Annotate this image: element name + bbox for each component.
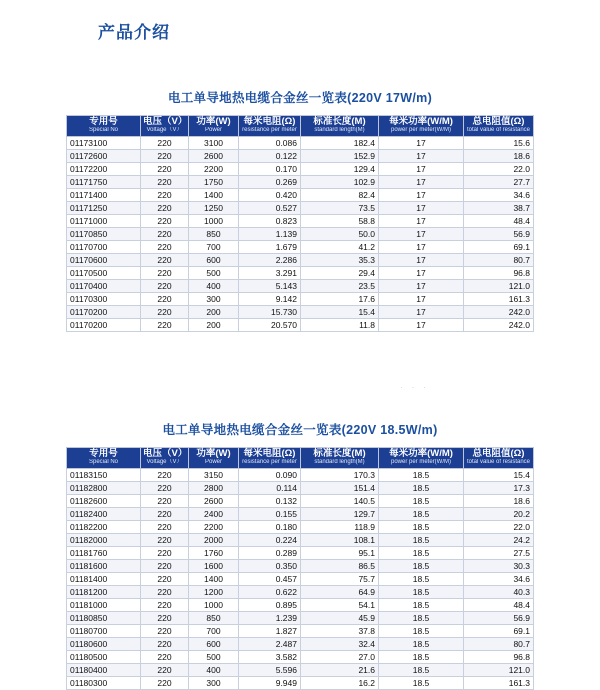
table-cell: 700 xyxy=(189,624,239,637)
table-cell: 220 xyxy=(141,266,189,279)
table-cell: 1600 xyxy=(189,559,239,572)
table-cell: 600 xyxy=(189,637,239,650)
table-cell: 220 xyxy=(141,214,189,227)
table-row xyxy=(67,175,534,188)
table-row xyxy=(67,598,534,611)
table-cell: 48.4 xyxy=(464,598,534,611)
table-cell: 96.8 xyxy=(464,650,534,663)
table-cell: 01181000 xyxy=(67,598,141,611)
table-cell: 01170700 xyxy=(67,240,141,253)
table-cell: 82.4 xyxy=(301,188,379,201)
table-cell: 18.5 xyxy=(379,572,464,585)
table-cell: 182.4 xyxy=(301,136,379,149)
table-cell: 0.122 xyxy=(239,149,301,162)
table-header xyxy=(67,448,534,469)
table-cell: 01181200 xyxy=(67,585,141,598)
table-cell: 1400 xyxy=(189,188,239,201)
table-cell: 2400 xyxy=(189,507,239,520)
table-cell: 121.0 xyxy=(464,279,534,292)
table-cell: 118.9 xyxy=(301,520,379,533)
table-cell: 18.6 xyxy=(464,494,534,507)
table-cell: 01171400 xyxy=(67,188,141,201)
table-cell: 242.0 xyxy=(464,305,534,318)
table-cell: 01170300 xyxy=(67,292,141,305)
table-cell: 01180400 xyxy=(67,663,141,676)
table-cell: 18.5 xyxy=(379,494,464,507)
table-cell: 220 xyxy=(141,572,189,585)
table-cell: 80.7 xyxy=(464,637,534,650)
table-row xyxy=(67,546,534,559)
table-cell: 220 xyxy=(141,188,189,201)
table-cell: 01171250 xyxy=(67,201,141,214)
table-cell: 108.1 xyxy=(301,533,379,546)
table-cell: 17 xyxy=(379,227,464,240)
column-header-voltage: 电压（V） Voltage（V） xyxy=(141,116,189,137)
table-cell: 22.0 xyxy=(464,520,534,533)
table-cell: 18.5 xyxy=(379,585,464,598)
table-cell: 3150 xyxy=(189,468,239,481)
table-cell: 220 xyxy=(141,624,189,637)
table-row xyxy=(67,676,534,689)
table-cell: 600 xyxy=(189,253,239,266)
table-cell: 1400 xyxy=(189,572,239,585)
table-cell: 220 xyxy=(141,533,189,546)
table-row xyxy=(67,162,534,175)
table-row xyxy=(67,663,534,676)
table-row xyxy=(67,279,534,292)
table-cell: 242.0 xyxy=(464,318,534,331)
table-cell: 220 xyxy=(141,136,189,149)
table-row xyxy=(67,572,534,585)
table-cell: 38.7 xyxy=(464,201,534,214)
table-cell: 18.5 xyxy=(379,507,464,520)
table-cell: 2800 xyxy=(189,481,239,494)
table-cell: 17 xyxy=(379,175,464,188)
column-header-total-resistance: 总电阻值(Ω) total value of resistance xyxy=(464,116,534,137)
column-header-total-resistance: 总电阻值(Ω) total value of resistance xyxy=(464,448,534,469)
table-cell: 1.679 xyxy=(239,240,301,253)
table-cell: 11.8 xyxy=(301,318,379,331)
table-cell: 17 xyxy=(379,240,464,253)
table-cell: 17 xyxy=(379,279,464,292)
table-cell: 161.3 xyxy=(464,292,534,305)
table-cell: 64.9 xyxy=(301,585,379,598)
table-cell: 220 xyxy=(141,253,189,266)
column-header-voltage: 电压（V） Voltage（V） xyxy=(141,448,189,469)
table-cell: 200 xyxy=(189,305,239,318)
table-cell: 220 xyxy=(141,637,189,650)
table-cell: 129.4 xyxy=(301,162,379,175)
table-cell: 0.180 xyxy=(239,520,301,533)
table-cell: 01182000 xyxy=(67,533,141,546)
table-cell: 41.2 xyxy=(301,240,379,253)
table-cell: 01180300 xyxy=(67,676,141,689)
column-header-standard-length: 标准长度(M) standard length(M) xyxy=(301,448,379,469)
table-cell: 0.622 xyxy=(239,585,301,598)
table-cell: 50.0 xyxy=(301,227,379,240)
table-cell: 220 xyxy=(141,201,189,214)
table-cell: 2200 xyxy=(189,520,239,533)
table-cell: 01181760 xyxy=(67,546,141,559)
table-cell: 300 xyxy=(189,292,239,305)
table-cell: 17 xyxy=(379,266,464,279)
table-cell: 18.5 xyxy=(379,637,464,650)
table-cell: 220 xyxy=(141,175,189,188)
table-cell: 0.224 xyxy=(239,533,301,546)
table-cell: 17 xyxy=(379,253,464,266)
table-cell: 220 xyxy=(141,585,189,598)
table-cell: 3.582 xyxy=(239,650,301,663)
table-row xyxy=(67,520,534,533)
table-cell: 2.286 xyxy=(239,253,301,266)
table-cell: 5.596 xyxy=(239,663,301,676)
table-row xyxy=(67,637,534,650)
table-row xyxy=(67,149,534,162)
table-cell: 0.269 xyxy=(239,175,301,188)
table-cell: 30.3 xyxy=(464,559,534,572)
table-cell: 56.9 xyxy=(464,611,534,624)
table-cell: 121.0 xyxy=(464,663,534,676)
table-cell: 500 xyxy=(189,266,239,279)
table-cell: 220 xyxy=(141,162,189,175)
table-cell: 2000 xyxy=(189,533,239,546)
page-title: 产品介绍 xyxy=(98,23,170,42)
column-header-resistance-per-meter: 每米电阻(Ω) resistance per meter xyxy=(239,448,301,469)
column-header-resistance-per-meter: 每米电阻(Ω) resistance per meter xyxy=(239,116,301,137)
table-row xyxy=(67,266,534,279)
table-cell: 1250 xyxy=(189,201,239,214)
table-cell: 200 xyxy=(189,318,239,331)
table-cell: 0.457 xyxy=(239,572,301,585)
table-cell: 170.3 xyxy=(301,468,379,481)
table-cell: 220 xyxy=(141,546,189,559)
table-cell: 1760 xyxy=(189,546,239,559)
table-section-17w xyxy=(0,88,600,332)
table-cell: 151.4 xyxy=(301,481,379,494)
table-cell: 35.3 xyxy=(301,253,379,266)
table-cell: 850 xyxy=(189,611,239,624)
table-cell: 220 xyxy=(141,598,189,611)
table-row xyxy=(67,533,534,546)
table-title: 电工单导地热电缆合金丝一览表(220V 17W/m) xyxy=(167,91,433,105)
table-cell: 220 xyxy=(141,318,189,331)
table-cell: 220 xyxy=(141,494,189,507)
table-row xyxy=(67,559,534,572)
table-cell: 16.2 xyxy=(301,676,379,689)
alloy-wire-table-18-5w xyxy=(66,447,534,690)
column-header-power: 功率(W) Power xyxy=(189,116,239,137)
table-cell: 3100 xyxy=(189,136,239,149)
table-cell: 220 xyxy=(141,650,189,663)
table-cell: 2.487 xyxy=(239,637,301,650)
table-cell: 15.4 xyxy=(301,305,379,318)
table-cell: 17 xyxy=(379,214,464,227)
table-cell: 22.0 xyxy=(464,162,534,175)
table-cell: 400 xyxy=(189,663,239,676)
table-cell: 01182200 xyxy=(67,520,141,533)
table-cell: 18.5 xyxy=(379,611,464,624)
table-cell: 0.090 xyxy=(239,468,301,481)
table-cell: 17 xyxy=(379,201,464,214)
table-cell: 220 xyxy=(141,481,189,494)
table-cell: 56.9 xyxy=(464,227,534,240)
table-cell: 220 xyxy=(141,149,189,162)
table-cell: 95.1 xyxy=(301,546,379,559)
alloy-wire-table-17w xyxy=(66,115,534,332)
table-cell: 1000 xyxy=(189,598,239,611)
table-cell: 01173100 xyxy=(67,136,141,149)
table-cell: 220 xyxy=(141,279,189,292)
table-cell: 01172600 xyxy=(67,149,141,162)
column-header-special-no: 专用号 Special No xyxy=(67,116,141,137)
table-cell: 18.5 xyxy=(379,650,464,663)
table-row xyxy=(67,585,534,598)
table-cell: 0.132 xyxy=(239,494,301,507)
table-row xyxy=(67,253,534,266)
table-cell: 700 xyxy=(189,240,239,253)
table-cell: 01181400 xyxy=(67,572,141,585)
table-cell: 18.5 xyxy=(379,676,464,689)
table-cell: 01182400 xyxy=(67,507,141,520)
table-cell: 17 xyxy=(379,149,464,162)
table-cell: 17 xyxy=(379,305,464,318)
table-cell: 34.6 xyxy=(464,572,534,585)
table-cell: 161.3 xyxy=(464,676,534,689)
table-cell: 27.7 xyxy=(464,175,534,188)
table-cell: 15.6 xyxy=(464,136,534,149)
table-cell: 37.8 xyxy=(301,624,379,637)
table-cell: 01170850 xyxy=(67,227,141,240)
table-row xyxy=(67,318,534,331)
table-cell: 01172200 xyxy=(67,162,141,175)
table-cell: 0.420 xyxy=(239,188,301,201)
table-cell: 01170400 xyxy=(67,279,141,292)
table-title: 电工单导地热电缆合金丝一览表(220V 18.5W/m) xyxy=(162,423,438,437)
column-header-special-no: 专用号 Special No xyxy=(67,448,141,469)
table-cell: 220 xyxy=(141,240,189,253)
table-cell: 18.5 xyxy=(379,598,464,611)
table-row xyxy=(67,214,534,227)
table-cell: 18.5 xyxy=(379,546,464,559)
column-header-power-per-meter: 每米功率(W/M) power per meter(W/M) xyxy=(379,116,464,137)
table-cell: 01170600 xyxy=(67,253,141,266)
table-cell: 500 xyxy=(189,650,239,663)
table-row xyxy=(67,136,534,149)
table-row xyxy=(67,624,534,637)
table-cell: 220 xyxy=(141,676,189,689)
table-cell: 01170200 xyxy=(67,305,141,318)
table-row xyxy=(67,507,534,520)
table-cell: 15.4 xyxy=(464,468,534,481)
table-cell: 0.350 xyxy=(239,559,301,572)
table-body-17w xyxy=(67,136,534,331)
table-cell: 01180700 xyxy=(67,624,141,637)
table-cell: 5.143 xyxy=(239,279,301,292)
table-cell: 34.6 xyxy=(464,188,534,201)
faint-watermark: · · · xyxy=(400,382,429,392)
table-cell: 17.6 xyxy=(301,292,379,305)
table-cell: 220 xyxy=(141,611,189,624)
table-cell: 220 xyxy=(141,663,189,676)
table-cell: 58.8 xyxy=(301,214,379,227)
table-cell: 23.5 xyxy=(301,279,379,292)
table-cell: 1.827 xyxy=(239,624,301,637)
column-header-standard-length: 标准长度(M) standard length(M) xyxy=(301,116,379,137)
table-cell: 0.155 xyxy=(239,507,301,520)
table-cell: 17 xyxy=(379,292,464,305)
table-cell: 152.9 xyxy=(301,149,379,162)
table-cell: 0.170 xyxy=(239,162,301,175)
table-row xyxy=(67,611,534,624)
table-row xyxy=(67,227,534,240)
table-cell: 2200 xyxy=(189,162,239,175)
table-cell: 29.4 xyxy=(301,266,379,279)
table-cell: 01182600 xyxy=(67,494,141,507)
table-cell: 69.1 xyxy=(464,240,534,253)
table-cell: 0.823 xyxy=(239,214,301,227)
table-cell: 96.8 xyxy=(464,266,534,279)
table-cell: 75.7 xyxy=(301,572,379,585)
table-cell: 1200 xyxy=(189,585,239,598)
table-header xyxy=(67,116,534,137)
table-row xyxy=(67,240,534,253)
column-header-power: 功率(W) Power xyxy=(189,448,239,469)
table-cell: 48.4 xyxy=(464,214,534,227)
table-cell: 9.949 xyxy=(239,676,301,689)
table-cell: 300 xyxy=(189,676,239,689)
table-cell: 220 xyxy=(141,227,189,240)
table-cell: 54.1 xyxy=(301,598,379,611)
table-cell: 01180500 xyxy=(67,650,141,663)
table-cell: 0.895 xyxy=(239,598,301,611)
table-body-18-5w xyxy=(67,468,534,689)
table-cell: 220 xyxy=(141,292,189,305)
table-cell: 27.5 xyxy=(464,546,534,559)
table-cell: 15.730 xyxy=(239,305,301,318)
table-cell: 140.5 xyxy=(301,494,379,507)
table-cell: 86.5 xyxy=(301,559,379,572)
table-cell: 400 xyxy=(189,279,239,292)
table-cell: 220 xyxy=(141,520,189,533)
table-cell: 18.5 xyxy=(379,520,464,533)
table-cell: 0.289 xyxy=(239,546,301,559)
table-cell: 17 xyxy=(379,136,464,149)
column-header-power-per-meter: 每米功率(W/M) power per meter(W/M) xyxy=(379,448,464,469)
table-cell: 45.9 xyxy=(301,611,379,624)
table-row xyxy=(67,201,534,214)
table-cell: 24.2 xyxy=(464,533,534,546)
table-cell: 80.7 xyxy=(464,253,534,266)
table-row xyxy=(67,468,534,481)
table-cell: 102.9 xyxy=(301,175,379,188)
table-cell: 1750 xyxy=(189,175,239,188)
table-section-18-5w xyxy=(0,420,600,690)
table-cell: 18.5 xyxy=(379,663,464,676)
table-cell: 220 xyxy=(141,468,189,481)
table-cell: 9.142 xyxy=(239,292,301,305)
table-cell: 27.0 xyxy=(301,650,379,663)
table-cell: 73.5 xyxy=(301,201,379,214)
table-cell: 18.5 xyxy=(379,624,464,637)
table-cell: 40.3 xyxy=(464,585,534,598)
table-cell: 2600 xyxy=(189,149,239,162)
table-cell: 01171750 xyxy=(67,175,141,188)
table-cell: 32.4 xyxy=(301,637,379,650)
table-cell: 20.2 xyxy=(464,507,534,520)
table-cell: 20.570 xyxy=(239,318,301,331)
table-row xyxy=(67,481,534,494)
table-cell: 69.1 xyxy=(464,624,534,637)
table-cell: 0.086 xyxy=(239,136,301,149)
table-cell: 01180850 xyxy=(67,611,141,624)
table-cell: 01171000 xyxy=(67,214,141,227)
table-row xyxy=(67,650,534,663)
table-row xyxy=(67,292,534,305)
table-cell: 1.139 xyxy=(239,227,301,240)
table-cell: 01180600 xyxy=(67,637,141,650)
table-cell: 18.6 xyxy=(464,149,534,162)
table-cell: 01170500 xyxy=(67,266,141,279)
table-cell: 01183150 xyxy=(67,468,141,481)
table-cell: 1.239 xyxy=(239,611,301,624)
table-cell: 01181600 xyxy=(67,559,141,572)
table-cell: 3.291 xyxy=(239,266,301,279)
table-cell: 220 xyxy=(141,305,189,318)
table-cell: 0.527 xyxy=(239,201,301,214)
table-cell: 18.5 xyxy=(379,559,464,572)
table-cell: 01170200 xyxy=(67,318,141,331)
table-cell: 17.3 xyxy=(464,481,534,494)
table-cell: 850 xyxy=(189,227,239,240)
table-cell: 17 xyxy=(379,318,464,331)
table-cell: 2600 xyxy=(189,494,239,507)
table-row xyxy=(67,494,534,507)
table-cell: 18.5 xyxy=(379,468,464,481)
table-row xyxy=(67,305,534,318)
table-row xyxy=(67,188,534,201)
table-cell: 1000 xyxy=(189,214,239,227)
table-header-row xyxy=(67,448,534,469)
table-cell: 129.7 xyxy=(301,507,379,520)
table-cell: 18.5 xyxy=(379,533,464,546)
table-cell: 21.6 xyxy=(301,663,379,676)
table-cell: 18.5 xyxy=(379,481,464,494)
table-cell: 220 xyxy=(141,559,189,572)
table-cell: 01182800 xyxy=(67,481,141,494)
table-cell: 220 xyxy=(141,507,189,520)
table-cell: 0.114 xyxy=(239,481,301,494)
table-cell: 17 xyxy=(379,188,464,201)
table-header-row xyxy=(67,116,534,137)
table-cell: 17 xyxy=(379,162,464,175)
